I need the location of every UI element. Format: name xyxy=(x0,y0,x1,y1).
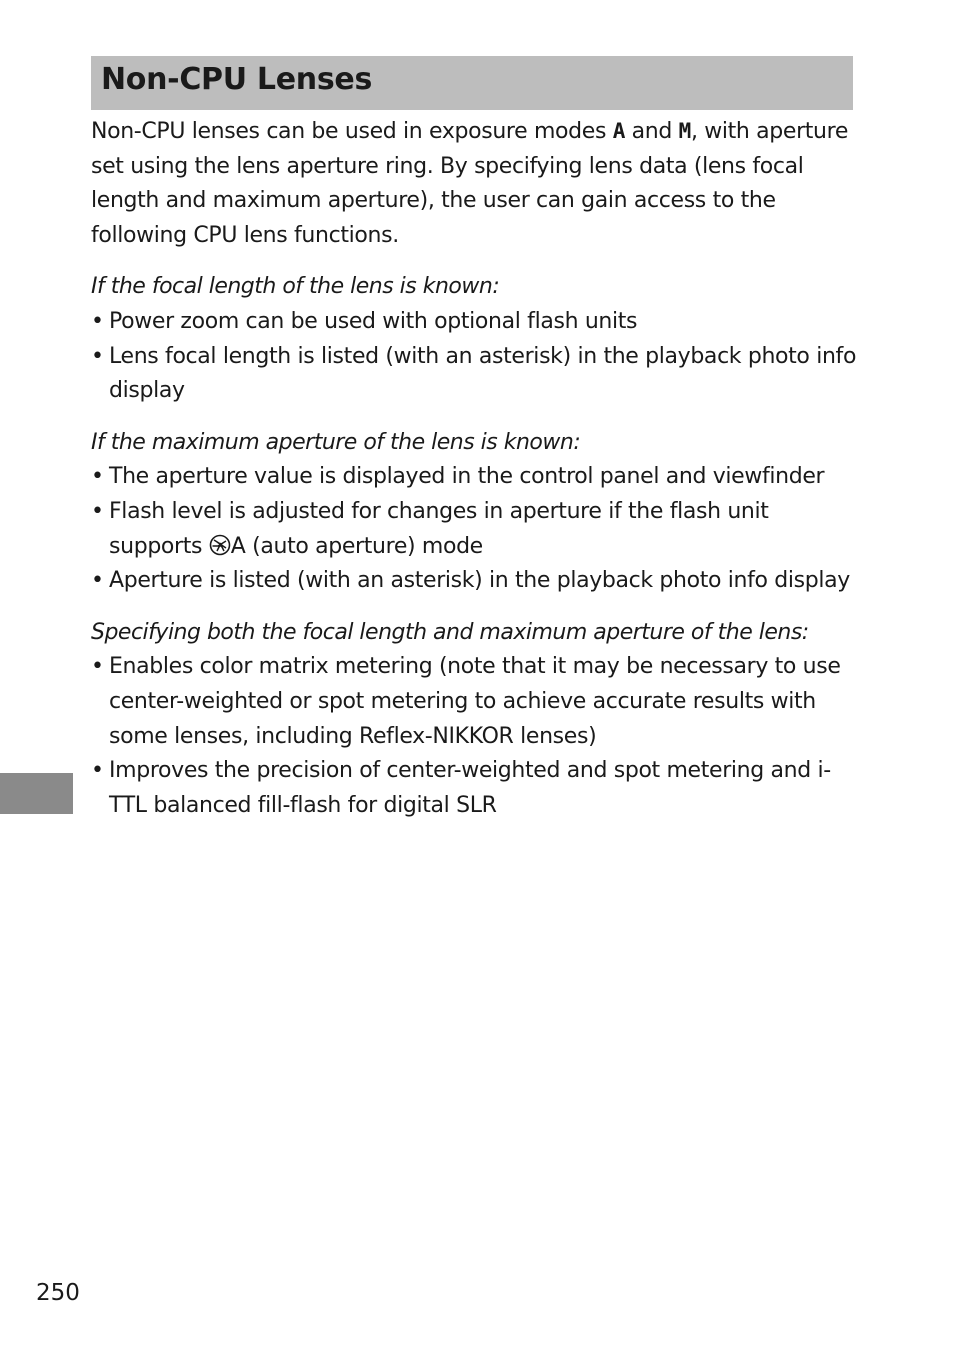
bullet: • xyxy=(91,464,104,490)
both-specified-list xyxy=(91,650,861,823)
bullet: • xyxy=(91,498,104,524)
section-title-bar xyxy=(91,56,853,110)
page-content xyxy=(91,114,861,840)
list-item xyxy=(91,305,861,340)
mode-a-label: A xyxy=(612,119,626,143)
page-number: 250 xyxy=(36,1280,80,1306)
list-item-text: A (auto aperture) mode xyxy=(230,533,483,559)
max-aperture-list xyxy=(91,460,861,598)
bullet: • xyxy=(91,343,104,369)
list-item-text: Aperture is listed (with an asterisk) in the playback photo info display xyxy=(109,568,850,594)
chapter-side-tab xyxy=(0,773,73,814)
list-item-text: Enables color matrix metering (note that it may be necessary to use center-weighted or spot metering to achieve accurate results with some lenses, including Reflex-NIKKOR lenses) xyxy=(109,654,841,749)
list-item-text: Lens focal length is listed (with an asterisk) in the playback photo info display xyxy=(109,343,857,404)
list-item-text: Improves the precision of center-weighted and spot metering and i-TTL balanced fill-flash for digital SLR xyxy=(109,758,831,818)
intro-text-2: and xyxy=(625,119,679,144)
section-heading-focal: If the focal length of the lens is known: xyxy=(91,274,500,300)
list-item xyxy=(91,495,861,564)
section-title: Non-CPU Lenses xyxy=(101,62,373,97)
bullet: • xyxy=(91,568,104,594)
mode-m-label: M xyxy=(678,119,691,143)
bullet: • xyxy=(91,654,104,680)
list-item xyxy=(91,564,861,599)
flash-aperture-icon xyxy=(209,534,231,556)
intro-text-1: Non-CPU lenses can be used in exposure modes xyxy=(91,119,613,144)
list-item-text: Flash level is adjusted for changes in aperture if the flash unit supports xyxy=(109,498,769,559)
focal-length-list xyxy=(91,305,861,409)
list-item xyxy=(91,650,861,754)
bullet: • xyxy=(91,758,104,784)
list-item-text: Power zoom can be used with optional flash units xyxy=(109,308,638,334)
list-item xyxy=(91,340,861,409)
list-item-text: The aperture value is displayed in the control panel and viewfinder xyxy=(109,464,825,490)
section-heading-aperture: If the maximum aperture of the lens is known: xyxy=(91,429,581,455)
intro-text-3: , with aperture set using the lens aperture ring. By specifying lens data (lens focal length and maximum aperture), the user can gain access to the following CPU lens functions. xyxy=(91,119,849,248)
bullet: • xyxy=(91,308,104,334)
section-heading-both: Specifying both the focal length and maximum aperture of the lens: xyxy=(91,619,809,645)
intro-paragraph xyxy=(91,114,861,253)
list-item xyxy=(91,754,861,823)
list-item xyxy=(91,460,861,495)
